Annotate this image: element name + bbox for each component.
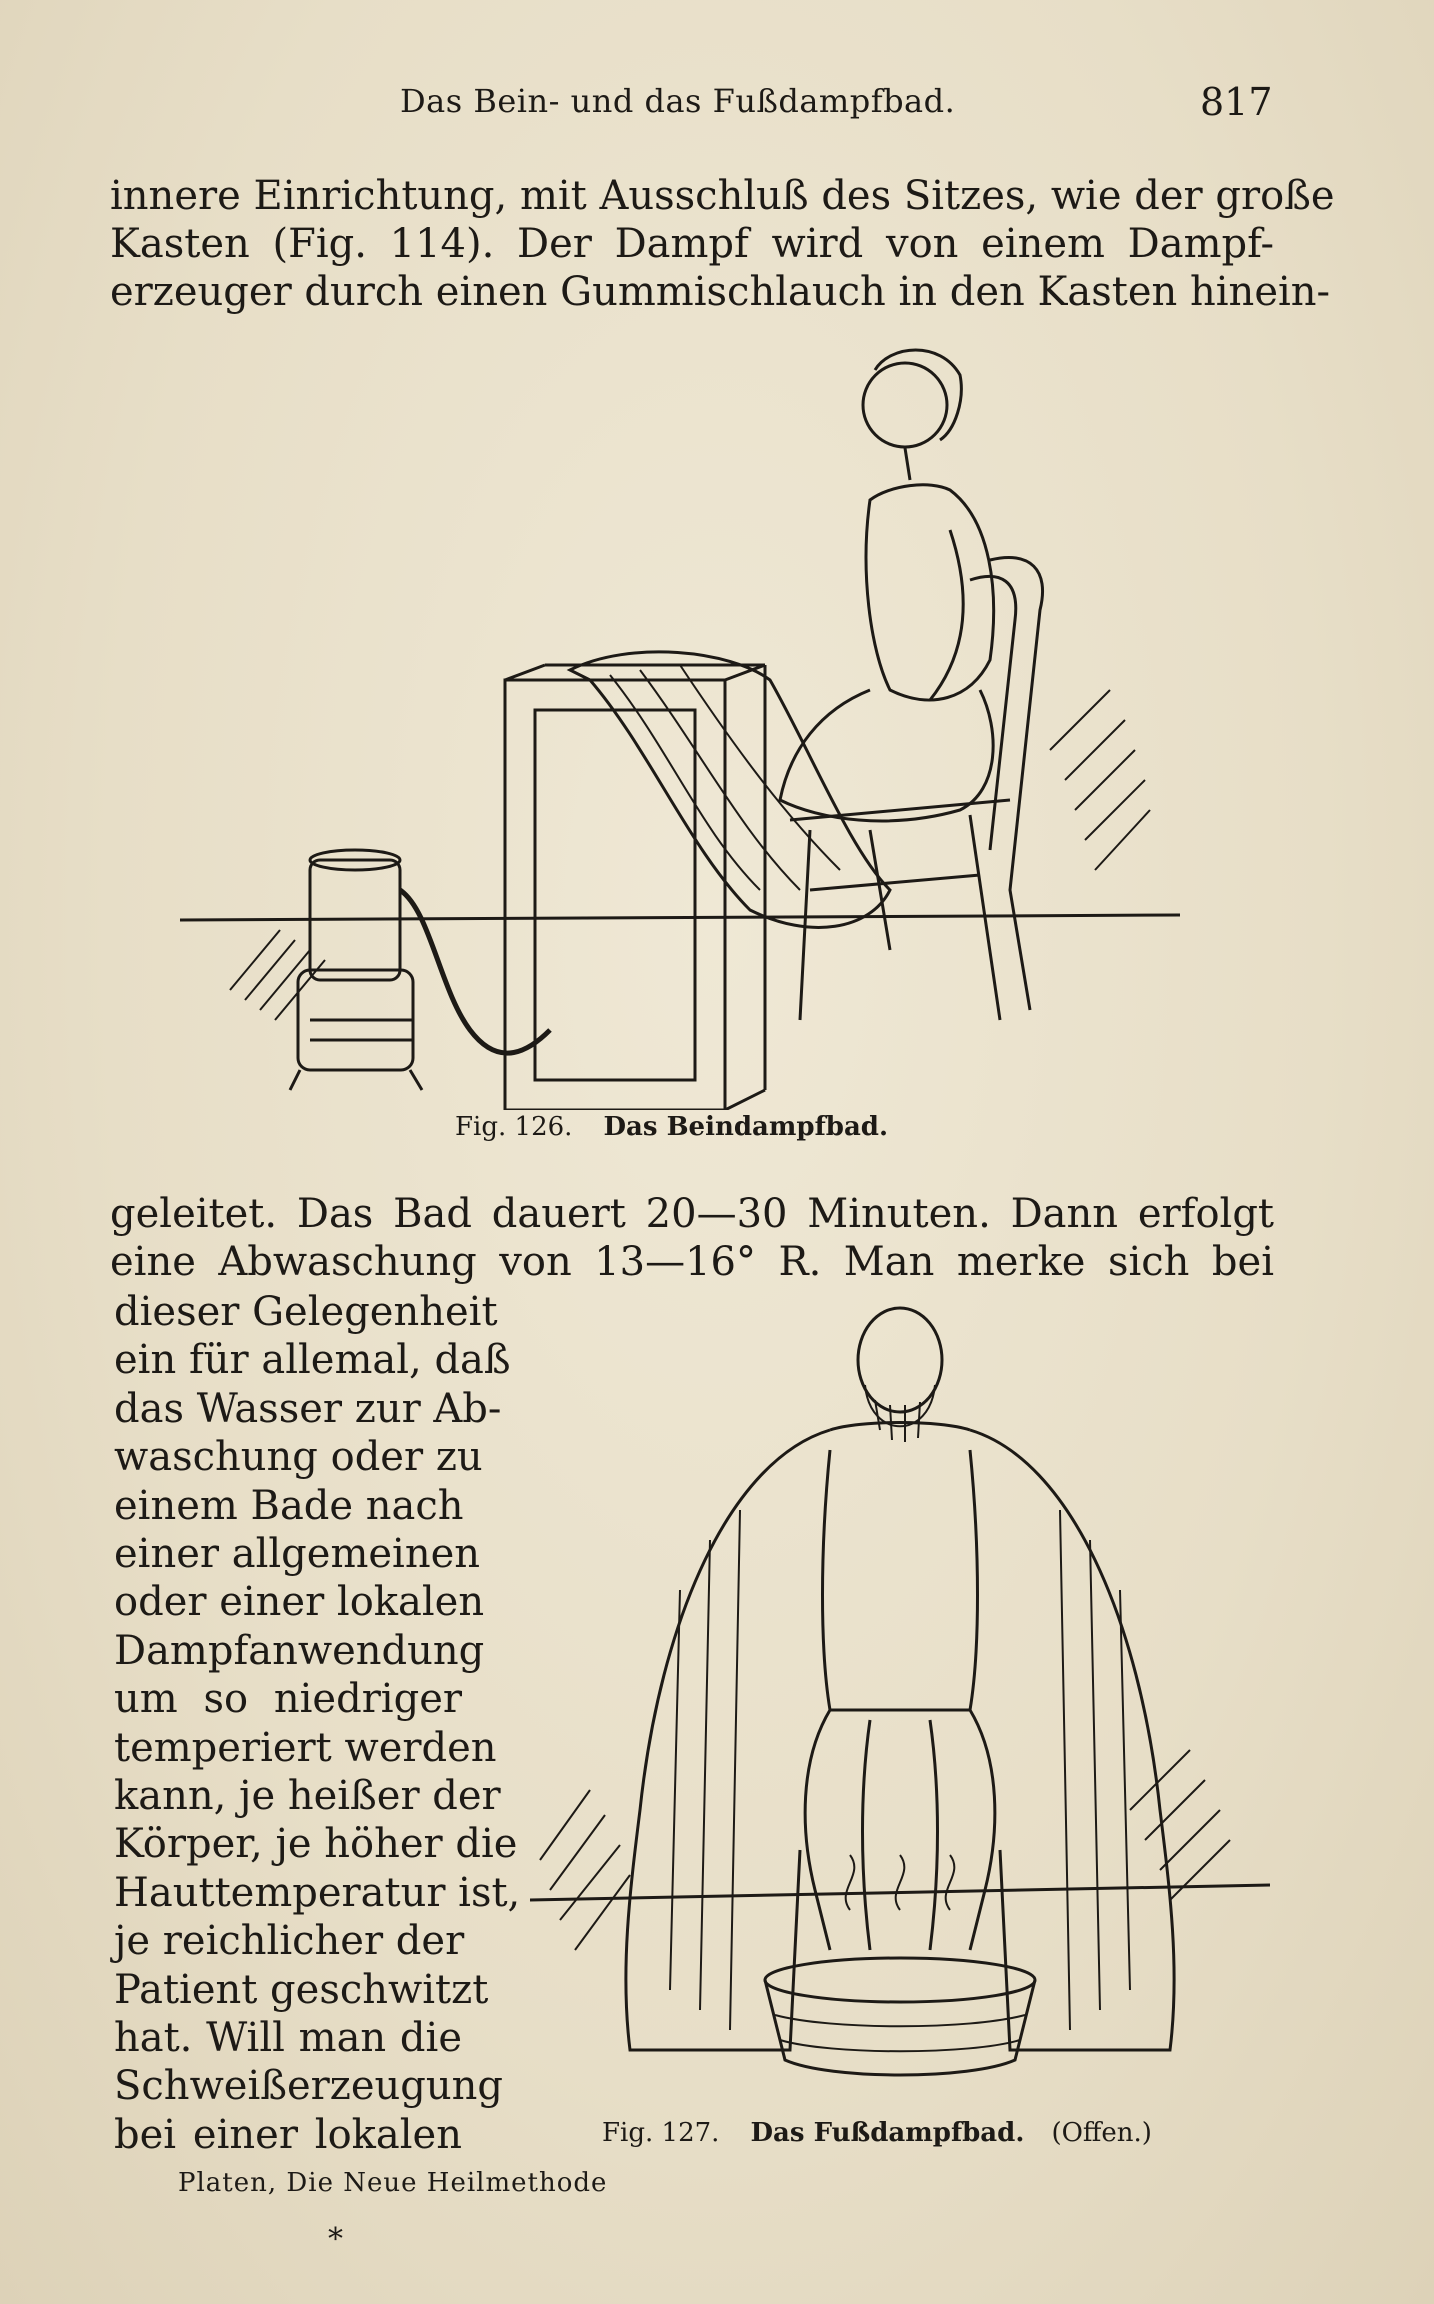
- text-line: geleitet. Das Bad dauert 20—30 Minuten. Dann erfolgt: [110, 1191, 1274, 1237]
- figure-127-caption: [602, 2118, 1152, 2148]
- column-text-line: waschung oder zu: [114, 1434, 483, 1481]
- signature-mark: *: [328, 2222, 343, 2257]
- column-text-line: temperiert werden: [114, 1724, 497, 1771]
- column-text-line: einer allgemeinen: [114, 1531, 481, 1577]
- column-text-line: ein für allemal, daß: [114, 1337, 511, 1384]
- page-number: 817: [1200, 80, 1273, 124]
- leg-steam-bath-illustration: [170, 330, 1190, 1110]
- figure-127-title: Das Fußdampfbad.: [750, 2118, 1025, 2148]
- text-line: innere Einrichtung, mit Ausschluß des Sitzes, wie der große: [110, 173, 1335, 219]
- text-line: erzeuger durch einen Gummischlauch in den Kasten hinein-: [110, 269, 1331, 315]
- text-line: Kasten (Fig. 114). Der Dampf wird von einem Dampf-: [110, 221, 1274, 267]
- signature-line: Platen, Die Neue Heilmethode: [178, 2168, 608, 2198]
- column-text-line: das Wasser zur Ab-: [114, 1385, 502, 1432]
- column-text-line: bei einer lokalen: [114, 2111, 462, 2158]
- column-text-line: Hauttemperatur ist,: [114, 1869, 521, 1916]
- column-text-line: Körper, je höher die: [114, 1821, 518, 1868]
- figure-127-note: (Offen.): [1051, 2118, 1152, 2148]
- column-text-line: um so niedriger: [114, 1676, 462, 1723]
- figure-127-label: Fig. 127.: [602, 2118, 720, 2148]
- figure-126-label: Fig. 126.: [455, 1112, 573, 1142]
- column-text-line: einem Bade nach: [114, 1482, 464, 1529]
- text-line: eine Abwaschung von 13—16° R. Man merke sich bei: [110, 1239, 1274, 1285]
- column-text-line: kann, je heißer der: [114, 1773, 501, 1819]
- figure-126-caption: [455, 1112, 888, 1142]
- column-text-line: Dampfanwendung: [114, 1627, 485, 1674]
- figure-126-title: Das Beindampfbad.: [603, 1112, 889, 1142]
- foot-steam-bath-illustration: [530, 1290, 1270, 2080]
- column-text-line: dieser Gelegenheit: [114, 1289, 498, 1335]
- column-text-line: oder einer lokalen: [114, 1579, 485, 1626]
- column-text-line: Schweißerzeugung: [114, 2063, 504, 2110]
- running-title: Das Bein- und das Fußdampfbad.: [400, 82, 956, 120]
- column-text-line: je reichlicher der: [114, 1918, 465, 1965]
- column-text-line: hat. Will man die: [114, 2015, 462, 2061]
- column-text-line: Patient geschwitzt: [114, 1966, 489, 2013]
